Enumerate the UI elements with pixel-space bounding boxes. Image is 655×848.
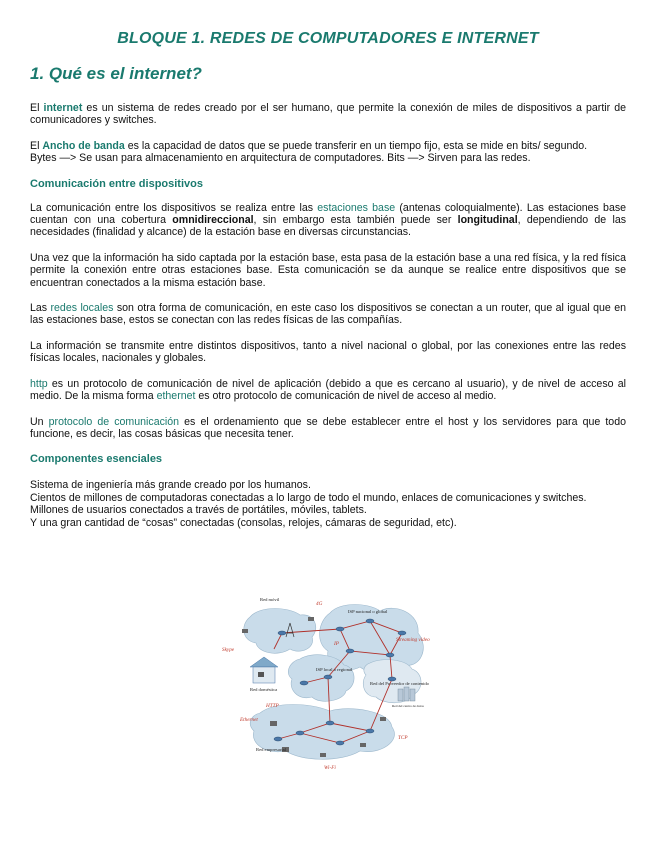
internet-diagram-svg	[220, 593, 436, 773]
label-streaming: Streaming video	[396, 637, 430, 643]
text-run: es un protocolo de comunicación de nivel de aplicación (debido a que es cercano al usuario), y de nivel de acceso al medio. De la misma forma	[30, 377, 626, 403]
component-line: Sistema de ingeniería más grande creado por los humanos.	[30, 479, 311, 492]
text-run: es el ordenamiento que se debe establecer entre el host y los servidores para que todo funcione, es decir, las cosas básicas que necesita tener.	[30, 415, 626, 440]
label-ip: IP	[334, 641, 339, 647]
paragraph-bandwidth	[30, 140, 626, 165]
text-run: (antenas coloquialmente). Las estaciones base cuentan con una cobertura	[30, 201, 627, 227]
text-run: es otro protocolo de comunicación de nivel de acceso al medio.	[195, 390, 497, 403]
text-run: La comunicación entre los dispositivos se realiza entre las	[30, 201, 318, 214]
label-http: HTTP	[266, 703, 279, 709]
paragraph-http-ethernet	[30, 378, 626, 403]
component-line: Cientos de millones de computadoras conectadas a lo largo de todo el mundo, enlaces de comunicaciones y switches.	[30, 491, 587, 504]
label-tcp: TCP	[398, 735, 408, 741]
term-omnidirectional: omnidireccional	[172, 214, 254, 227]
internet-diagram	[220, 593, 436, 773]
term-local-networks: redes locales	[50, 302, 114, 315]
label-datacenter: Red del centro de datos	[392, 704, 424, 708]
text-run: son otra forma de comunicación, en este caso los dispositivos se conectan a un router, que al igual que en las estaciones base, estos se conectan con las redes físicas de las compañías.	[30, 302, 626, 327]
paragraph-base-stations	[30, 202, 626, 239]
paragraph-local-networks	[30, 302, 626, 327]
term-longitudinal: longitudinal	[457, 214, 518, 227]
term-ethernet: ethernet	[156, 390, 196, 403]
text-run: es un sistema de redes creado por el ser humano, que permite la conexión de miles de dispositivos a partir de comunicadores y switches.	[30, 102, 626, 127]
paragraph-physical-network: Una vez que la información ha sido captada por la estación base, esta pasa de la estación base a una red física, y la red física permite la conexión entre otras estaciones base. Esta comunicación se da aunque se realice entre dispositivos que se encuentran conectados a la misma estación base.	[30, 251, 626, 289]
term-base-stations: estaciones base	[317, 201, 396, 214]
bytes-bits-note: Bytes —> Se usan para almacenamiento en arquitectura de computadores. Bits —> Sirven para las redes.	[30, 152, 531, 165]
text-run: , sin embargo esta también puede ser	[253, 214, 458, 227]
home-icon	[250, 657, 278, 683]
label-isp-global: ISP nacional o global	[348, 609, 388, 614]
term-bandwidth: Ancho de banda	[42, 139, 125, 152]
term-http: http	[30, 377, 48, 390]
text-run: Un	[30, 415, 49, 428]
component-line: Y una gran cantidad de “cosas” conectadas (consolas, relojes, cámaras de seguridad, etc).	[30, 516, 457, 529]
term-internet: internet	[43, 102, 83, 114]
paragraph-components	[30, 479, 626, 529]
text-run: es la capacidad de datos que se puede transferir en un tiempo fijo, esta se mide en bits/ segundo.	[124, 139, 588, 152]
mobile-cloud	[244, 609, 316, 654]
text-run: El	[30, 139, 43, 152]
paragraph-transmission: La información se transmite entre distintos dispositivos, tanto a nivel nacional o global, por las conexiones entre las redes físicas locales, nacionales y globales.	[30, 339, 626, 365]
section-heading-components: Componentes esenciales	[30, 453, 163, 466]
label-4g: 4G	[316, 601, 323, 607]
paragraph-internet-definition	[30, 102, 626, 127]
label-enterprise: Red empresarial	[256, 747, 286, 752]
section-heading-communication: Comunicación entre dispositivos	[30, 177, 203, 190]
term-protocol: protocolo de comunicación	[48, 415, 180, 428]
label-skype: Skype	[222, 647, 235, 653]
label-isp-local: ISP local o regional	[316, 667, 353, 672]
text-run: Las	[30, 302, 51, 315]
label-home: Red doméstica	[250, 687, 278, 692]
document-title: BLOQUE 1. REDES DE COMPUTADORES E INTERNET	[117, 30, 539, 47]
paragraph-protocol	[30, 416, 626, 441]
component-line: Millones de usuarios conectados a través de portátiles, móviles, tablets.	[30, 504, 367, 517]
document-page	[30, 30, 626, 542]
label-wifi: Wi-Fi	[324, 765, 336, 771]
text-run: , dependiendo de las necesidades (finalidad y alcance) de la estación base en diversas circunstancias.	[30, 214, 627, 239]
label-provider: Red del Proveedor de contenido	[370, 681, 429, 686]
label-mobile: Red móvil	[260, 597, 280, 602]
label-ethernet: Ethernet	[240, 717, 258, 723]
section-heading-internet: 1. Qué es el internet?	[30, 64, 202, 83]
datacenter-icon	[398, 687, 415, 701]
text-run: El	[30, 102, 44, 114]
